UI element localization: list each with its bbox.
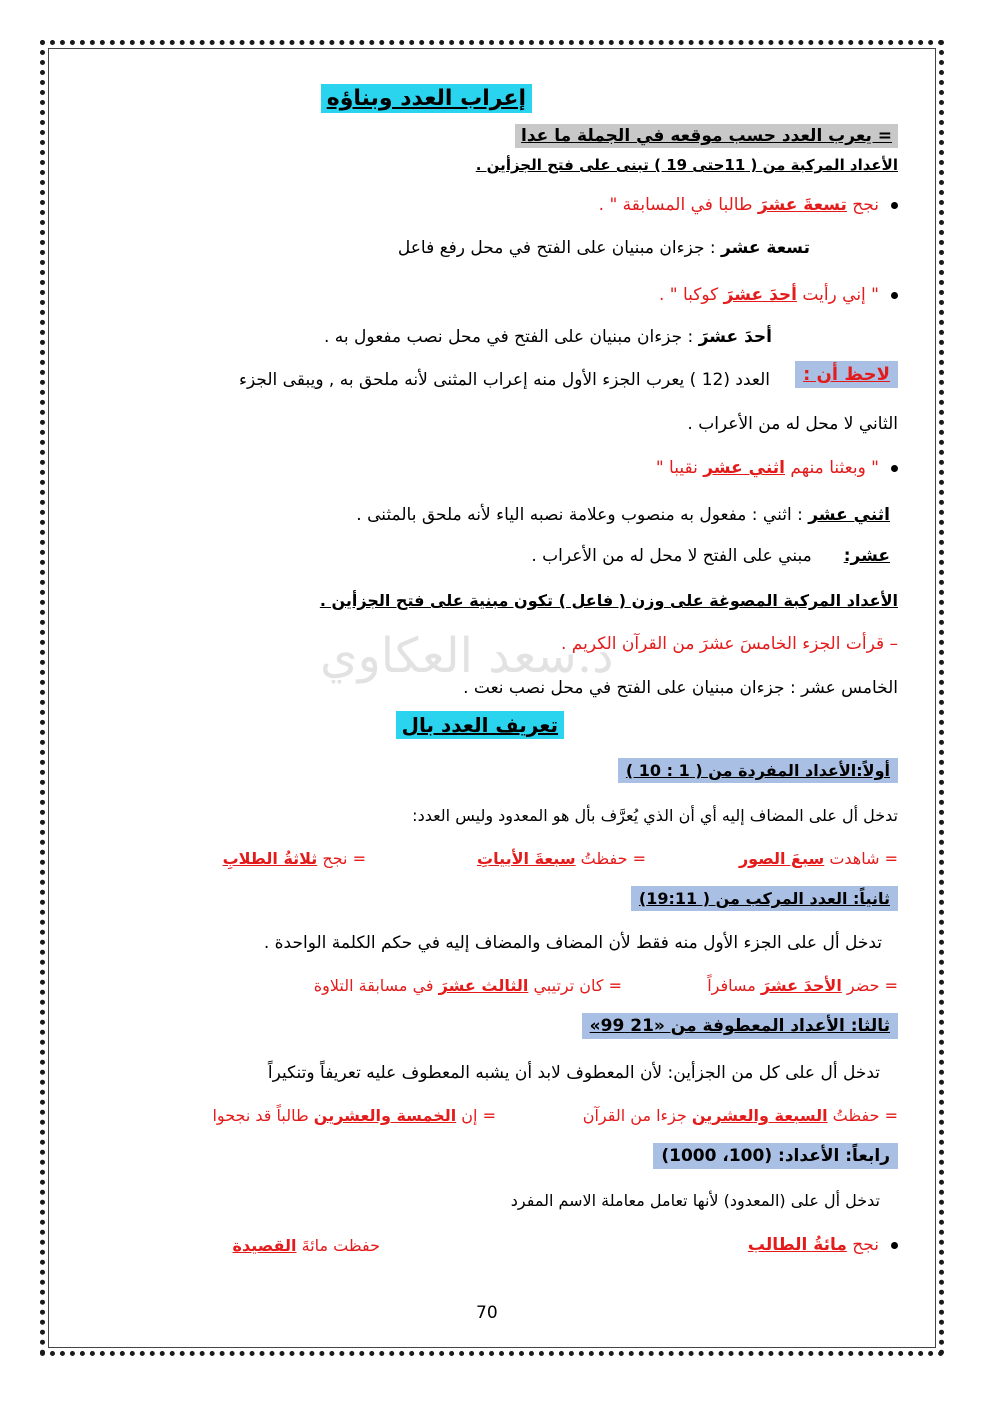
bullet-icon [891, 465, 898, 472]
highlight: تسعةَ عشرَ [757, 195, 847, 215]
s2-header: ثانياً: العدد المركب من ( 19:11) [631, 889, 898, 908]
bullet-icon [891, 202, 898, 209]
bullet-icon [891, 292, 898, 299]
example-2: " إني رأيت أحدَ عشرَ كوكبا " . [659, 285, 898, 305]
page-number: 70 [476, 1303, 498, 1323]
note-label: لاحظ أن : [795, 364, 898, 385]
s1-example-a: = شاهدت سبعَ الصور [738, 849, 898, 868]
s1-example-b: = حفظتُ سبعةَ الأبياتِ [477, 849, 646, 868]
example-2-analysis: أحدَ عشرَ : جزءان مبنيان على الفتح في محل نصب مفعول به . [324, 327, 772, 347]
intro-line-1 [515, 126, 898, 146]
example-3-analysis-1: اثني عشر : اثني : مفعول به منصوب وعلامة نصبه الياء لأنه ملحق بالمثنى . [356, 505, 890, 525]
title-text: إعراب العدد وبناؤه [321, 84, 532, 113]
s2-example-b: = كان ترتيبي الثالث عشرَ في مسابقة التلاوة [313, 976, 622, 995]
highlight: أحدَ عشرَ [723, 285, 797, 305]
s3-example-b: = إن الخمسة والعشرين طالباً قد نجحوا [212, 1106, 496, 1125]
example-3-analysis-2: عشر:مبني على الفتح لا محل له من الأعراب . [531, 546, 890, 566]
s1-example-c: = نجح ثلاثةُ الطلابِ [222, 849, 366, 868]
intro-line-2: الأعداد المركبة من ( 11حتى 19 ) تبنى على فتح الجزأين . [475, 156, 898, 174]
bullet-icon [891, 1242, 898, 1249]
example-3: " وبعثنا منهم اثني عشر نقيبا " [656, 458, 898, 478]
intro-line-1-text: = يعرب العدد حسب موقعه في الجملة ما عدا [515, 124, 898, 148]
highlight: اثني عشر [703, 458, 785, 478]
s1-text: تدخل أل على المضاف إليه أي أن الذي يُعرَّف بأل هو المعدود وليس العدد: [412, 806, 898, 825]
example-1: نجح تسعةَ عشرَ طالبا في المسابقة " . [599, 195, 898, 215]
watermark: د.سعد العكاوي [320, 628, 614, 684]
s2-text: تدخل أل على الجزء الأول منه فقط لأن المضاف والمضاف إليه في حكم الكلمة الواحدة . [263, 933, 882, 953]
rule-fa3il: الأعداد المركبة المصوغة على وزن ( فاعل ) تكون مبنية على فتح الجزأين . [319, 591, 898, 610]
s1-header: أولاً:الأعداد المفردة من ( 1 : 10 ) [618, 761, 898, 780]
s4-text: تدخل أل على (المعدود) لأنها تعامل معاملة الاسم المفرد [510, 1191, 880, 1210]
example-1-analysis: تسعة عشر : جزءان مبنيان على الفتح في محل رفع فاعل [397, 238, 810, 258]
s3-text: تدخل أل على كل من الجزأين: لأن المعطوف لابد أن يشبه المعطوف عليه تعريفاً وتنكيراً [267, 1063, 880, 1083]
s2-example-a: = حضر الأحدَ عشرَ مسافراً [707, 976, 898, 995]
example-4: – قرأت الجزء الخامسَ عشرَ من القرآن الكريم . [561, 634, 898, 654]
example-4-analysis: الخامس عشر : جزءان مبنيان على الفتح في محل نصب نعت . [463, 678, 898, 698]
note-continuation: الثاني لا محل له من الأعراب . [687, 414, 898, 434]
s3-header: ثالثا: الأعداد المعطوفة من «21 99» [582, 1016, 898, 1036]
section-title-2: تعريف العدد بال [396, 713, 564, 737]
s4-header: رابعاً: الأعداد: (100، 1000) [653, 1146, 898, 1166]
note-text: العدد (12 ) يعرب الجزء الأول منه إعراب المثنى لأنه ملحق به , ويبقى الجزء [239, 370, 770, 390]
s3-example-a: = حفظتُ السبعة والعشرين جزءا من القرآن [582, 1106, 898, 1125]
s4-example-b: حفظت مائةَ القصيدة [232, 1236, 380, 1255]
page-title [321, 86, 532, 111]
s4-example-a: نجح مائةُ الطالب [748, 1235, 898, 1255]
